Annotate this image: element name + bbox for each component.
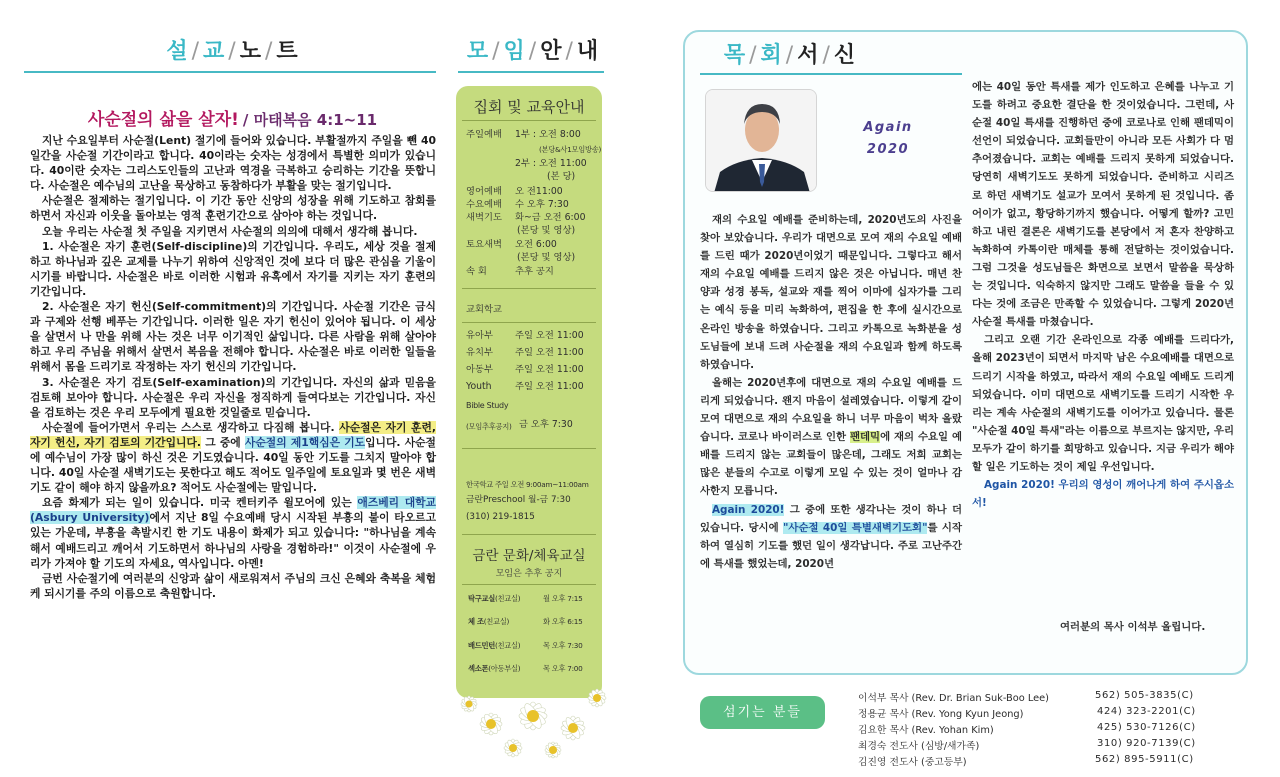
school-time: 주일 오전 11:00: [515, 364, 584, 375]
letter-paragraph: 에는 40일 동안 특새를 제가 인도하고 은혜를 나누고 기도를 하려고 중요한 결단을 한 것이었습니다. 그런데, 사순절 40일 특새를 진행하던 중에 코로나로 인해 팬데믹이 선언이 되었습니다. 교회들만이 아니라 모든 사회가 다 멈추어졌습니다. 교회는 예배를 드리지 못하게 되었습니다. 당연히 새벽기도도 못하게 되었습니다. 준비하고 시리즈로 하던 새벽기도 설교가 모여서 못하게 된 것입니다. 좀 어이가 없고, 황당하기까지 했습니다. 어떻게 할까? 고민하고 내린 결론은 새벽기도를 본당에서 저 혼자 찬양하고 녹화하여 카톡이란 매체를 통해 전달하는 것이었습니다. 그럼 그것을 성도님들은 화면으로 보면서 말씀을 묵상하는 것입니다. 익숙하지 않지만 그래도 말씀을 들을 수 있다는 것에 조금은 만족할 수 있었습니다. 그렇게 2020년 사순절 특새를 마쳤습니다.: [972, 81, 1234, 329]
pastor-letter-rule: [700, 73, 962, 75]
daisy-icon: [461, 696, 478, 713]
daisy-icon: [518, 701, 547, 730]
culture-time: 목 오후 7:00: [543, 664, 583, 673]
english-label: 영어예배: [466, 186, 502, 197]
divider: [462, 288, 596, 289]
school-time: 주일 오전 11:00: [515, 330, 584, 341]
saturday-time: 오전 6:00: [515, 239, 557, 250]
korean-school: 한국학교 주일 오전 9:00am~11:00am: [466, 480, 589, 489]
letter-column-left: [700, 211, 962, 573]
sermon-paragraph: 요즘 화제가 되는 일이 있습니다. 미국 켄터키주 윌모어에 있는 애즈베리 대학교(Asbury University)에서 지난 8일 수요예배 당시 시작된 부흥의 불이 타오르고 있는 가운데, 부흥을 촉발시킨 한 기도 내용이 화제가 되고 있습니다: "하나님을 계속해서 예배드리고 깨어서 기도하면서 하나님의 사랑을 경험하라!" 이것이 사순절에 우리가 가져야 할 기도의 자세요, 역사입니다. 아멘!: [30, 496, 437, 570]
staff-member-phone: 562) 505-3835(C): [1095, 690, 1194, 701]
school-label: Youth: [466, 381, 492, 392]
retreat-time: 추후 공지: [515, 266, 554, 277]
daisy-icon: [504, 739, 523, 758]
culture-subtitle: 모임은 추후 공지: [495, 569, 563, 579]
highlight-text: 애즈베리 대학교(Asbury University): [30, 496, 436, 525]
sermon-paragraph: 3. 사순절은 자기 검토(Self-examination)의 기간입니다. 자신의 삶과 믿음을 검토해 보아야 합니다. 사순절은 우리 자신을 정직하게 들여다보는 기간입니다. 자신을 검토하는 것은 우리 모두에게 필요한 것일줄로 믿습니다.: [30, 375, 436, 419]
sunday-label: 주일예배: [466, 129, 502, 140]
letter-paragraph: Again 2020! 그 중에 또한 생각나는 것이 하나 더 있습니다. 당시에 "사순절 40일 특별새벽기도회"를 시작하여 열심히 기도를 했던 일이 생각납니다. 주로 고난주간에 특새를 했었는데, 2020년: [700, 503, 962, 570]
bible-study-time: 금 오후 7:30: [519, 419, 573, 430]
sermon-notes-rule: [24, 71, 436, 73]
sermon-body: [30, 133, 436, 601]
letter-paragraph: 재의 수요일 예배를 준비하는데, 2020년도의 사진을 찾아 보았습니다. 우리가 대면으로 모여 재의 수요일 예배를 드린 때가 2020년이었기 때문입니다. 그렇다고 해서 재의 수요일 예배를 드리지 않은 것은 아닙니다. 매년 찬양과 성경 봉독, 설교와 재를 찍어 이마에 십자가를 그리는 예식 등을 미리 녹화하여, 편집을 한 후에 실시간으로 온라인 방송을 하였습니다. 그리고 카톡으로 녹화분을 성도님들에 보내 드려 사순절을 재의 수요일과 함께 하도록 하였습니다.: [700, 214, 962, 371]
sunday-service-2: 2부 : 오전 11:00: [515, 158, 587, 169]
phone-number: (310) 219-1815: [466, 512, 535, 522]
sermon-paragraph: 1. 사순절은 자기 훈련(Self-discipline)의 기간입니다. 우리도, 세상 것을 절제하고 하나님과 깊은 교제를 나누기 위하여 신앙적인 것에 보다 더 많은 관심을 기울이시기를 바랍니다. 사순절은 바로 이러한 시험과 유혹에서 자기를 지키는 자기 훈련의 기간입니다.: [30, 239, 436, 298]
sunday-service-1-note: (본당&사1모임방송): [539, 145, 602, 154]
culture-time: 목 오후 7:30: [543, 641, 583, 650]
sermon-title: [30, 105, 435, 130]
wednesday-time: 수 오후 7:30: [515, 199, 569, 210]
pastor-photo: [705, 89, 817, 192]
culture-time: 월 오후 7:15: [543, 594, 583, 603]
english-time: 오 전11:00: [515, 186, 563, 197]
school-label: 아동부: [466, 364, 493, 375]
daisy-icon: [479, 712, 502, 735]
staff-member-phone: 424) 323-2201(C): [1097, 706, 1196, 717]
highlight-text: 팬데믹: [849, 431, 881, 444]
daisy-icon: [588, 689, 607, 708]
again-year: 2020: [866, 142, 910, 157]
staff-member-name: 김진영 전도사 (중고등부): [858, 757, 967, 768]
divider: [462, 322, 596, 323]
sermon-paragraph: 오늘 우리는 사순절 첫 주일을 지키면서 사순절의 의의에 대해서 생각해 봅니다.: [42, 224, 418, 238]
wednesday-label: 수요예배: [466, 199, 502, 210]
school-label: 유아부: [466, 330, 493, 341]
sermon-title-text: 사순절의 삶을 살자!: [87, 110, 239, 130]
highlight-text: 사순절은 자기 훈련, 자기 헌신, 자기 검토의 기간입니다.: [30, 420, 437, 449]
meetings-title: 모 / 임 / 안 / 내: [466, 39, 600, 64]
meetings-rule: [458, 71, 604, 73]
culture-class: 섹소폰(아동부실): [468, 664, 521, 673]
letter-column-right: [972, 78, 1234, 512]
culture-class: 체 조(친교실): [468, 617, 510, 626]
highlight-text: Again 2020!: [712, 503, 785, 516]
staff-button[interactable]: 섬기는 분들: [700, 696, 825, 729]
sermon-paragraph: 금번 사순절기에 여러분의 신앙과 삶이 새로워져서 주님의 크신 은혜와 축복을 체험케 되시기를 주의 이름으로 축원합니다.: [30, 571, 436, 600]
letter-paragraph: Again 2020! 우리의 영성이 깨어나게 하여 주시옵소서!: [972, 479, 1234, 510]
culture-time: 화 오후 6:15: [543, 617, 583, 626]
sunday-service-1: 1부 : 오전 8:00: [515, 129, 581, 140]
church-school-header: 교회학교: [466, 304, 502, 315]
saturday-label: 토요새벽: [466, 239, 502, 250]
staff-member-name: 이석부 목사 (Rev. Dr. Brian Suk-Boo Lee): [858, 693, 1049, 704]
highlight-text: "사순절 40일 특별새벽기도회": [783, 521, 928, 534]
divider: [462, 534, 596, 535]
again-label: Again: [863, 120, 913, 135]
culture-header: 금란 문화/체육교실: [472, 548, 586, 564]
sunday-service-2-note: (본 당): [547, 171, 576, 182]
divider: [462, 584, 596, 585]
school-label: 유치부: [466, 347, 493, 358]
sermon-paragraph: 사순절은 절제하는 절기입니다. 이 기간 동안 신앙의 성장을 위해 기도하고 참회를 하면서 자신과 이웃을 돌아보는 영적 훈련기간으로 삼아야 하는 것입니다.: [30, 194, 436, 223]
staff-member-name: 김요한 목사 (Rev. Yohan Kim): [858, 725, 994, 736]
pastor-portrait-icon: [706, 90, 817, 192]
divider: [462, 120, 596, 121]
saturday-note: (본당 및 영상): [517, 252, 576, 263]
dawn-label: 새벽기도: [466, 212, 502, 223]
school-time: 주일 오전 11:00: [515, 347, 584, 358]
staff-member-phone: 310) 920-7139(C): [1097, 738, 1196, 749]
bible-study-note: (모임추후공지): [466, 422, 512, 431]
daisy-icon: [561, 716, 586, 741]
sermon-paragraph: 사순절에 들어가면서 우리는 스스로 생각하고 다짐해 봅니다. 사순절은 자기 훈련, 자기 헌신, 자기 검토의 기간입니다. 그 중에 사순절의 제1핵심은 기도입니다. 사순절에 예수님이 가장 많이 하신 것은 기도였습니다. 40일 동안 기도를 그치지 말아야 합니다. 40일 사순절 새벽기도는 못한다고 해도 적어도 일주일에 토요일과 몇 번은 새벽기도 같이 해야 하지 않을까요? 적어도 사순절에는 말입니다.: [30, 420, 437, 495]
sermon-notes-title: 설 / 교 / 노 / 트: [166, 39, 299, 64]
preschool: 금란Preschool 월-금 7:30: [466, 495, 571, 505]
staff-member-name: 정용균 목사 (Rev. Yong Kyun Jeong): [858, 709, 1024, 720]
sermon-paragraph: 2. 사순절은 자기 헌신(Self-commitment)의 기간입니다. 사순절 기간은 금식과 구제와 선행 베푸는 기간입니다. 이러한 일은 자기 헌신이 있어야 됩니다. 이 세상을 살면서 나 만을 위해 사는 것은 너무 이기적인 삶입니다. 다른 사람을 위해 살아야 하고 우리 주님을 위해서 살면서 복음을 전해야 합니다. 사순절은 바로 이러한 일들을 위해서 몸을 드리기로 작정하는 자기 헌신의 기간입니다.: [30, 300, 436, 374]
letter-paragraph: 그리고 오랜 기간 온라인으로 각종 예배를 드리다가, 올해 2023년이 되면서 마지막 남은 수요예배를 대면으로 드리기 시작을 하였고, 따라서 재의 수요일 예배도 드리게 되었습니다. 이미 대면으로 새벽기도를 드리기 시작한 우리는 계속 사순절의 새벽기도를 이어가고 있습니다. 물론 "사순절 40일 특새"라는 이름으로 부르지는 않지만, 우리 모두가 같이 하기를 희망하고 있습니다. 지금 우리가 해야 할 일은 기도하는 것이 제일 우선입니다.: [972, 334, 1234, 473]
pastor-letter-title: 목 / 회 / 서 / 신: [723, 43, 857, 68]
divider: [462, 448, 596, 449]
staff-member-name: 최경숙 전도사 (심방/새가족): [858, 741, 980, 752]
letter-signature: 여러분의 목사 이석부 올립니다.: [1060, 621, 1206, 633]
daisy-flowers-decoration: [455, 676, 615, 771]
dawn-time: 화~금 오전 6:00: [515, 212, 586, 223]
culture-class: 배드민턴(친교실): [468, 641, 521, 650]
staff-member-phone: 425) 530-7126(C): [1097, 722, 1196, 733]
meetings-header: 집회 및 교육안내: [473, 98, 585, 116]
retreat-label: 속 회: [466, 266, 487, 277]
sermon-paragraph: 지난 수요일부터 사순절(Lent) 절기에 들어와 있습니다. 부활절까지 주일을 뺀 40일간을 사순절 기간이라고 합니다. 40이라는 숫자는 성경에서 특별한 의미가 있습니다. 40이란 숫자는 그리스도인들의 고난과 역경을 극복하고 승리하는 기간을 뜻합니다. 사순절은 예수님의 고난을 묵상하고 동참하다가 부활을 맞는 절기입니다.: [30, 134, 436, 193]
school-time: 주일 오전 11:00: [515, 381, 584, 392]
highlight-text: 사순절의 제1핵심은 기도: [244, 435, 366, 449]
staff-member-phone: 562) 895-5911(C): [1095, 754, 1194, 765]
culture-class: 탁구교실(친교실): [468, 594, 521, 603]
dawn-note: (본당 및 영상): [517, 225, 576, 236]
letter-paragraph: 올해는 2020년후에 대면으로 재의 수요일 예배를 드리게 되었습니다. 왠지 마음이 설레였습니다. 이렇게 같이 모여 대면으로 재의 수요일을 하니 너무 마음이 벅차 올랐습니다. 코로나 바이러스로 인한 팬데믹에 재의 수요일 예배를 드리지 않는 교회들이 많은데, 그래도 저희 교회는 많은 분들의 수고로 이렇게 모일 수 있는 것이 얼마나 감사한지 모릅니다.: [700, 376, 962, 498]
sermon-scripture: / 마태복음 4:1~11: [242, 111, 378, 129]
bible-study-label: Bible Study: [466, 401, 509, 410]
daisy-icon: [545, 742, 562, 759]
